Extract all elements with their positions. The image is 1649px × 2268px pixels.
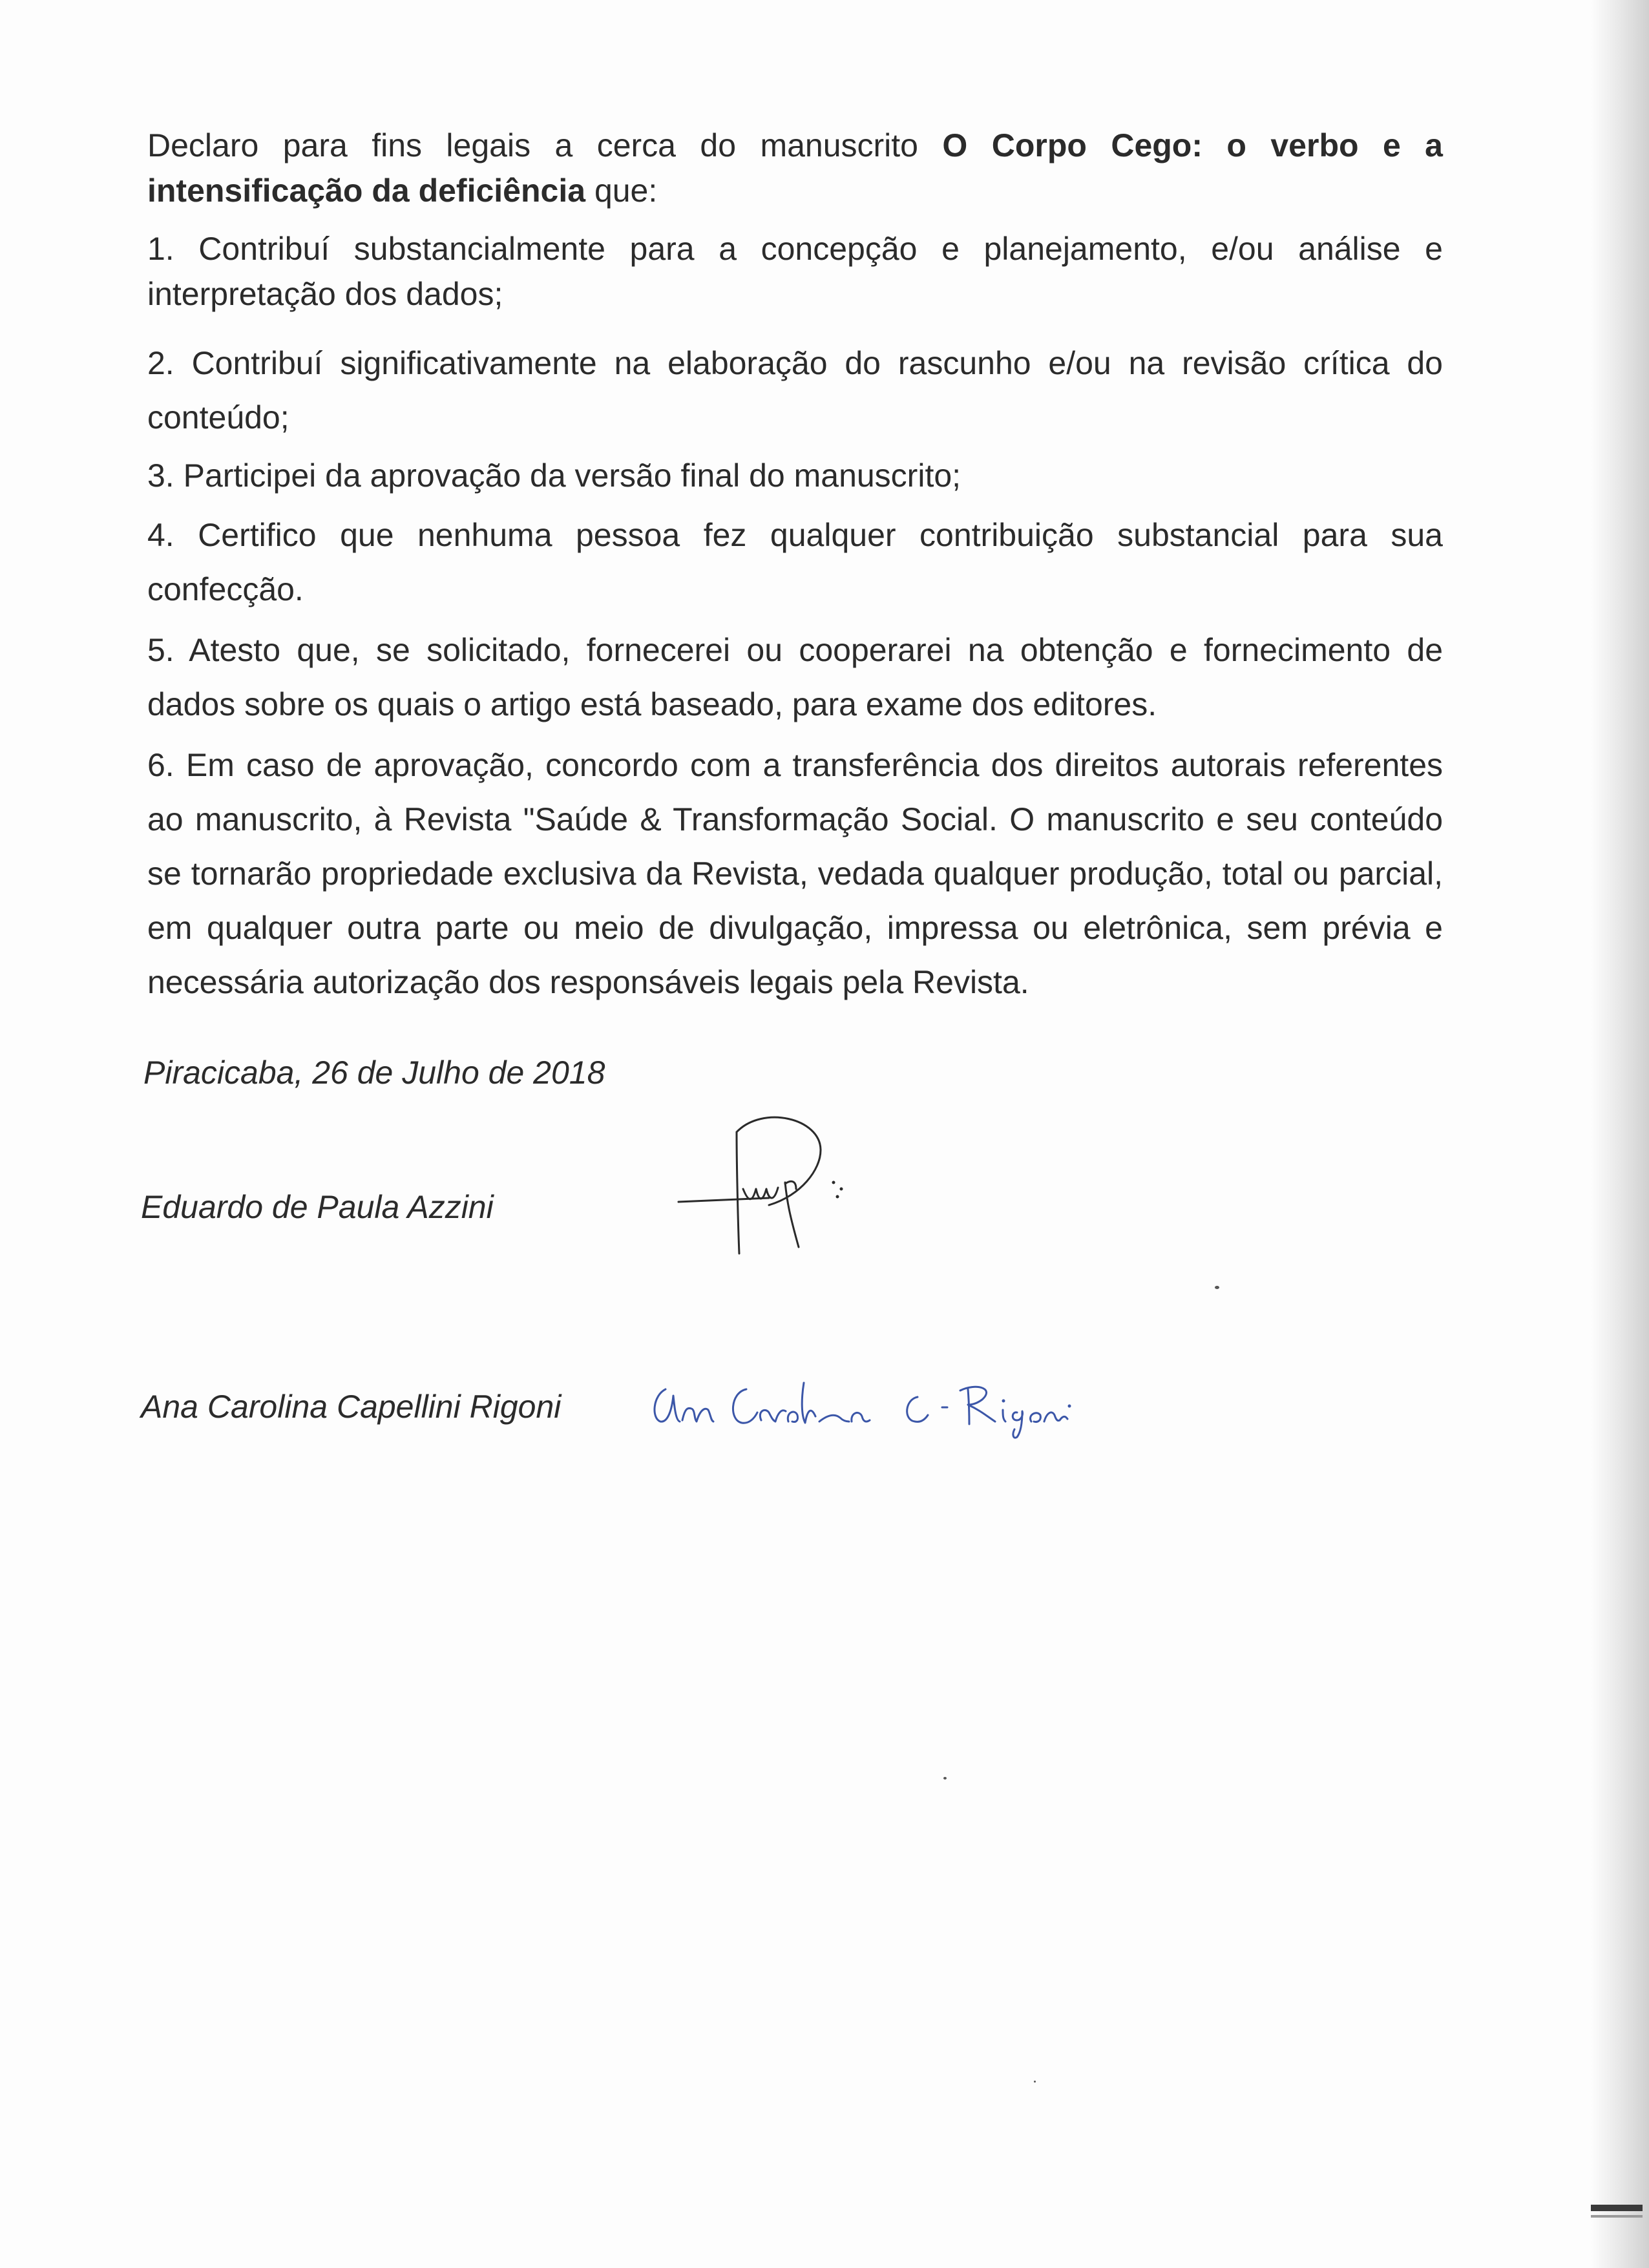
- scan-edge-mark: [1591, 2205, 1643, 2211]
- intro-prefix: Declaro para fins legais a cerca do manuscrito: [147, 127, 918, 163]
- declaration-item-1: 1. Contribuí substancialmente para a concepção e planejamento, e/ou análise e interpretação dos dados;: [147, 231, 1443, 312]
- scan-speck: [943, 1777, 947, 1780]
- declaration-intro: [147, 123, 1443, 213]
- scan-speck: [1215, 1286, 1219, 1289]
- scan-edge-mark: [1591, 2215, 1643, 2218]
- signatory-name-2: Ana Carolina Capellini Rigoni: [141, 1389, 562, 1425]
- handwritten-signature-icon: [646, 1370, 1086, 1441]
- scan-speck: [1034, 2081, 1036, 2083]
- declaration-item-3: 3. Participei da aprovação da versão final do manuscrito;: [147, 457, 961, 494]
- intro-suffix: que:: [594, 173, 658, 209]
- scan-edge-shadow: [1591, 0, 1649, 2268]
- signatory-name-1: Eduardo de Paula Azzini: [141, 1189, 494, 1225]
- manuscript-title: O Corpo Cego: o verbo e a intensificação da deficiência: [147, 127, 1443, 209]
- declaration-item-2: 2. Contribuí significativamente na elaboração do rascunho e/ou na revisão crítica do conteúdo;: [147, 345, 1443, 436]
- declaration-item-5: 5. Atesto que, se solicitado, fornecerei ou cooperarei na obtenção e fornecimento de dados sobre os quais o artigo está baseado, para exame dos editores.: [147, 632, 1443, 722]
- declaration-item-4: 4. Certifico que nenhuma pessoa fez qualquer contribuição substancial para sua confecção.: [147, 517, 1443, 607]
- declaration-body: [147, 123, 1443, 1016]
- place-and-date: Piracicaba, 26 de Julho de 2018: [143, 1055, 605, 1091]
- declaration-item-6: 6. Em caso de aprovação, concordo com a transferência dos direitos autorais referentes ao manuscrito, à Revista "Saúde & Transformação Social. O manuscrito e seu conteúdo se tornarão propriedade exclusiva da Revista, vedada qualquer produção, total ou parcial, em qualquer outra parte ou meio de divulgação, impressa ou eletrônica, sem prévia e necessária autorização dos responsáveis legais pela Revista.: [147, 747, 1443, 1000]
- handwritten-signature-icon: [672, 1092, 866, 1266]
